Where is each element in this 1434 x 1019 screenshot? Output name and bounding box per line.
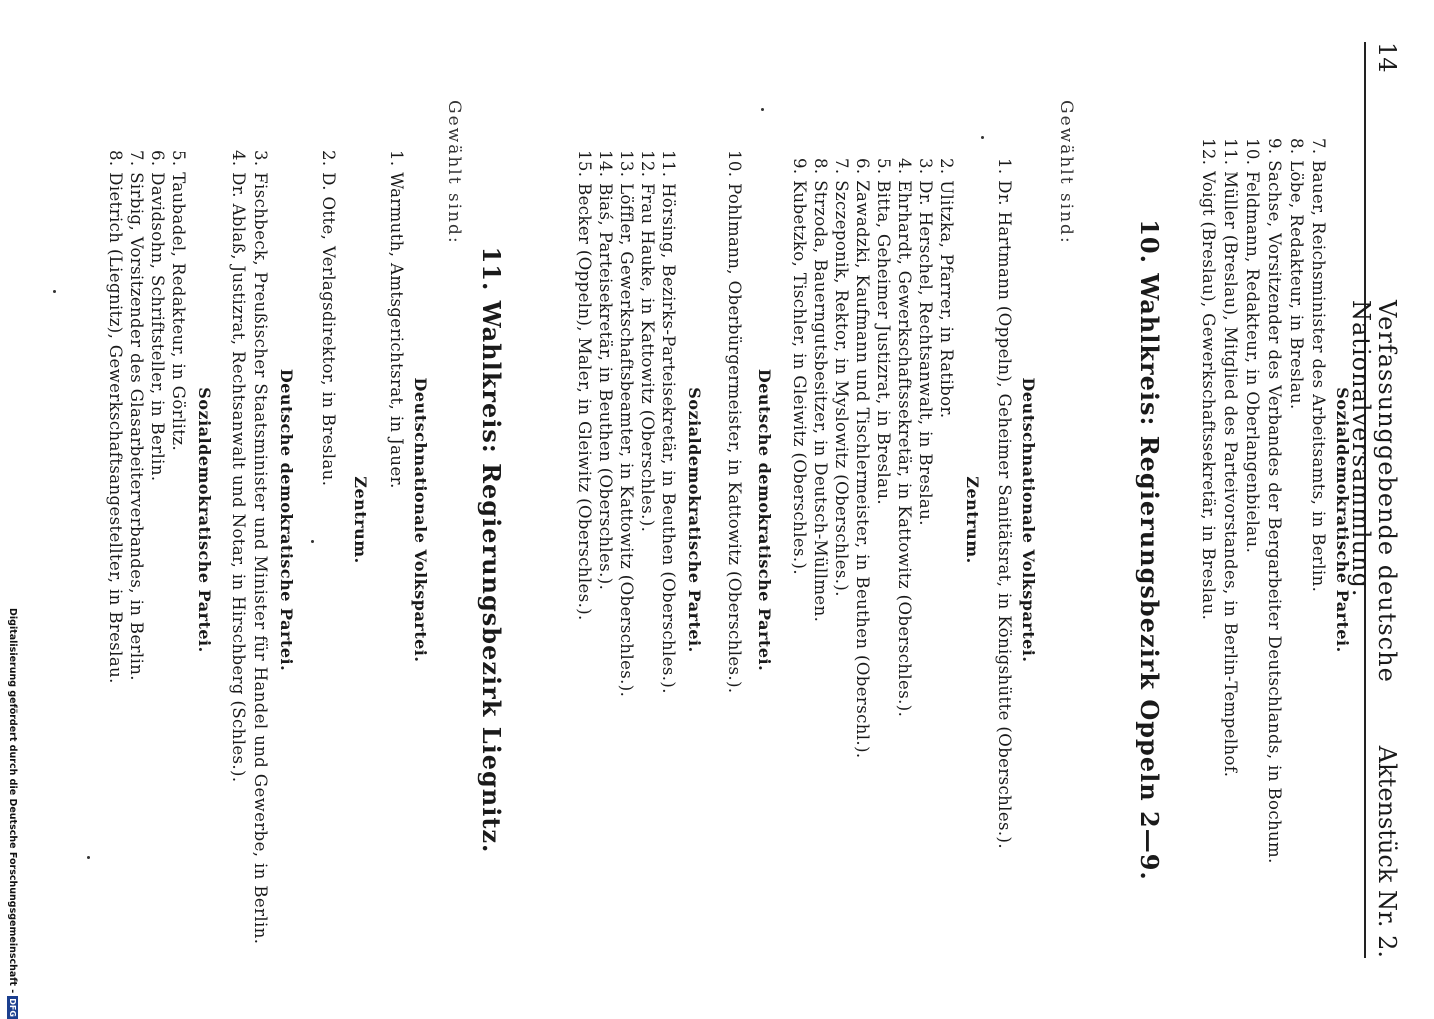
page-header <box>1347 42 1401 958</box>
list-item: 14. Biaś, Parteisekretär, in Beuthen (Oberschles.). <box>596 150 615 591</box>
list-item: 7. Bauer, Reichsminister des Arbeitsamts, in Berlin. <box>1309 138 1328 593</box>
party-heading: Zentrum. <box>351 476 370 564</box>
digitization-note <box>7 608 18 1017</box>
list-item: 10. Pohlmann, Oberbürgermeister, in Kattowitz (Oberschles.). <box>725 150 744 694</box>
list-item: 10. Feldmann, Redakteur, in Oberlangenbielau. <box>1243 138 1262 554</box>
list-item: 5. Bitta, Geheimer Justizrat, in Breslau. <box>874 158 893 506</box>
document-number: Aktenstück Nr. 2. <box>1373 745 1401 958</box>
list-item: 11. Müller (Breslau), Mitglied des Parteivorstandes, in Berlin-Tempelhof. <box>1221 138 1240 778</box>
list-item: 5. Taubadel, Redakteur, in Görlitz. <box>169 150 188 452</box>
list-item: 3. Dr. Herschel, Rechtsanwalt, in Breslau. <box>916 158 935 526</box>
scan-speck <box>311 540 314 543</box>
list-item: 7. Sirbig, Vorsitzender des Glasarbeiterverbandes, in Berlin. <box>127 150 146 681</box>
digitization-note-text: Digitalisierung gefördert durch die Deutsche Forschungsgemeinschaft - <box>7 608 18 994</box>
gewaehlt-label: Gewählt sind: <box>444 100 464 245</box>
list-item: 7. Szczeponik, Rektor, in Myslowitz (Oberschles.). <box>832 158 851 597</box>
list-item: 4. Ehrhardt, Gewerkschaftssekretär, in Kattowitz (Oberschles.). <box>895 158 914 718</box>
gewaehlt-label: Gewählt sind: <box>1056 100 1076 245</box>
list-item: 9. Kubetzko, Tischler, in Gleiwitz (Oberschles.). <box>790 158 809 576</box>
party-heading: Zentrum. <box>963 476 982 564</box>
list-item: 9. Sachse, Vorsitzender des Verbandes der Bergarbeiter Deutschlands, in Bochum. <box>1265 138 1284 864</box>
list-item: 8. Löbe, Redakteur, in Breslau. <box>1287 138 1306 410</box>
list-item: 2. Ulitzka, Pfarrer, in Ratibor. <box>937 158 956 419</box>
scan-speck <box>87 856 90 859</box>
page-number: 14 <box>1373 42 1401 73</box>
list-item: 12. Voigt (Breslau), Gewerkschaftssekretär, in Breslau. <box>1199 138 1218 621</box>
scan-speck <box>53 290 56 293</box>
list-item: 13. Löffler, Gewerkschaftsbeamter, in Kattowitz (Oberschles.). <box>617 150 636 698</box>
list-item: 4. Dr. Ablaß, Justizrat, Rechtsanwalt und Notar, in Hirschberg (Schles.). <box>229 150 248 783</box>
list-item: 2. D. Otte, Verlagsdirektor, in Breslau. <box>319 150 338 487</box>
party-heading: Sozialdemokratische Partei. <box>685 387 704 653</box>
list-item: 1. Dr. Hartmann (Oppeln), Geheimer Sanitätsrat, in Königshütte (Oberschles.). <box>995 158 1014 849</box>
party-heading: Deutschnationale Volkspartei. <box>1019 377 1038 663</box>
section-heading: 10. Wahlkreis: Regierungsbezirk Oppeln 2—9. <box>1135 219 1164 881</box>
party-heading: Deutschnationale Volkspartei. <box>411 377 430 663</box>
list-item: 3. Fischbeck, Preußischer Staatsminister und Minister für Handel und Gewerbe, in Berlin. <box>251 150 270 945</box>
section-heading: 11. Wahlkreis: Regierungsbezirk Liegnitz. <box>477 246 506 854</box>
list-item: 6. Zawadzki, Kaufmann und Tischlermeister, in Beuthen (Oberschl.). <box>853 158 872 759</box>
party-heading: Sozialdemokratische Partei. <box>1333 387 1352 653</box>
party-heading: Deutsche demokratische Partei. <box>277 368 296 672</box>
list-item: 1. Warmuth, Amtsgerichtsrat, in Jauer. <box>387 150 406 489</box>
scan-speck <box>981 136 984 139</box>
list-item: 8. Strzoda, Bauerngutsbesitzer, in Deutsch-Müllmen. <box>811 158 830 623</box>
list-item: 8. Dietrich (Liegnitz), Gewerkschaftsangestellter, in Breslau. <box>106 150 125 684</box>
list-item: 6. Davidsohn, Schriftsteller, in Berlin. <box>148 150 167 482</box>
list-item: 15. Becker (Oppeln), Maler, in Gleiwitz (Oberschles.). <box>575 150 594 621</box>
list-item: 11. Hörsing, Bezirks-Parteisekretär, in Beuthen (Oberschles.). <box>659 150 678 694</box>
list-item: 12. Frau Hauke, in Kattowitz (Oberschles.). <box>638 150 657 533</box>
running-title: Verfassunggebende deutsche Nationalversammlung. <box>1347 300 1401 683</box>
party-heading: Deutsche demokratische Partei. <box>755 368 774 672</box>
dfg-logo: DFG <box>8 998 17 1017</box>
party-heading: Sozialdemokratische Partei. <box>195 387 214 653</box>
scan-speck <box>761 108 764 111</box>
